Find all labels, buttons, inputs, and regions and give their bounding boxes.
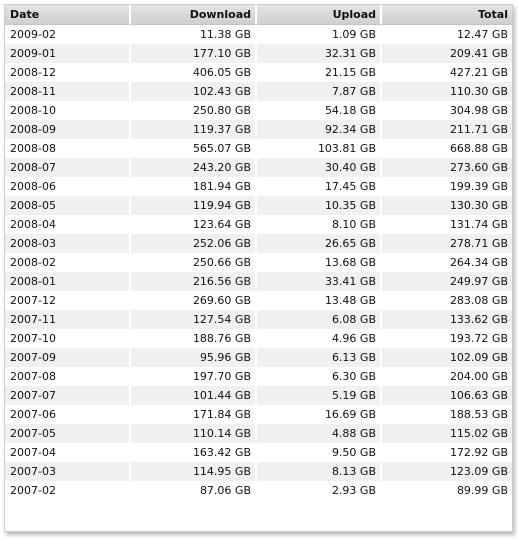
total-cell: 273.60 GB (382, 158, 512, 177)
table-row (5, 139, 512, 158)
download-cell: 11.38 GB (131, 25, 257, 44)
upload-cell: 6.30 GB (257, 367, 382, 386)
download-cell: 216.56 GB (131, 272, 257, 291)
total-cell: 283.08 GB (382, 291, 512, 310)
date-cell: 2008-01 (5, 272, 131, 291)
upload-cell: 26.65 GB (257, 234, 382, 253)
total-cell: 131.74 GB (382, 215, 512, 234)
total-cell: 193.72 GB (382, 329, 512, 348)
upload-cell: 4.96 GB (257, 329, 382, 348)
download-cell: 269.60 GB (131, 291, 257, 310)
traffic-table-panel (4, 4, 513, 532)
total-cell: 102.09 GB (382, 348, 512, 367)
upload-cell: 10.35 GB (257, 196, 382, 215)
table-row (5, 367, 512, 386)
upload-cell: 9.50 GB (257, 443, 382, 462)
table-row (5, 44, 512, 63)
total-cell: 12.47 GB (382, 25, 512, 44)
download-cell: 171.84 GB (131, 405, 257, 424)
date-cell: 2008-02 (5, 253, 131, 272)
download-cell: 101.44 GB (131, 386, 257, 405)
table-row (5, 82, 512, 101)
date-cell: 2007-07 (5, 386, 131, 405)
date-cell: 2008-07 (5, 158, 131, 177)
table-row (5, 63, 512, 82)
total-cell: 264.34 GB (382, 253, 512, 272)
upload-cell: 5.19 GB (257, 386, 382, 405)
download-cell: 119.37 GB (131, 120, 257, 139)
download-cell: 197.70 GB (131, 367, 257, 386)
table-row (5, 386, 512, 405)
download-cell: 565.07 GB (131, 139, 257, 158)
date-cell: 2007-11 (5, 310, 131, 329)
table-row (5, 234, 512, 253)
upload-cell: 8.10 GB (257, 215, 382, 234)
download-cell: 177.10 GB (131, 44, 257, 63)
upload-cell: 33.41 GB (257, 272, 382, 291)
date-cell: 2007-03 (5, 462, 131, 481)
table-row (5, 215, 512, 234)
table-row (5, 120, 512, 139)
table-row (5, 424, 512, 443)
date-cell: 2008-05 (5, 196, 131, 215)
download-cell: 406.05 GB (131, 63, 257, 82)
download-cell: 250.66 GB (131, 253, 257, 272)
table-row (5, 405, 512, 424)
download-cell: 114.95 GB (131, 462, 257, 481)
upload-cell: 30.40 GB (257, 158, 382, 177)
date-cell: 2007-12 (5, 291, 131, 310)
upload-cell: 17.45 GB (257, 177, 382, 196)
total-cell: 133.62 GB (382, 310, 512, 329)
total-cell: 427.21 GB (382, 63, 512, 82)
total-cell: 249.97 GB (382, 272, 512, 291)
table-row (5, 443, 512, 462)
date-cell: 2008-12 (5, 63, 131, 82)
download-cell: 95.96 GB (131, 348, 257, 367)
download-cell: 252.06 GB (131, 234, 257, 253)
upload-cell: 13.68 GB (257, 253, 382, 272)
total-cell: 123.09 GB (382, 462, 512, 481)
upload-cell: 1.09 GB (257, 25, 382, 44)
total-cell: 304.98 GB (382, 101, 512, 120)
total-cell: 130.30 GB (382, 196, 512, 215)
date-cell: 2008-03 (5, 234, 131, 253)
download-cell: 188.76 GB (131, 329, 257, 348)
table-body (5, 25, 512, 500)
column-header-date[interactable]: Date (5, 5, 131, 25)
date-cell: 2007-06 (5, 405, 131, 424)
upload-cell: 4.88 GB (257, 424, 382, 443)
upload-cell: 8.13 GB (257, 462, 382, 481)
total-cell: 106.63 GB (382, 386, 512, 405)
upload-cell: 16.69 GB (257, 405, 382, 424)
table-row (5, 25, 512, 44)
total-cell: 278.71 GB (382, 234, 512, 253)
date-cell: 2007-10 (5, 329, 131, 348)
total-cell: 668.88 GB (382, 139, 512, 158)
download-cell: 119.94 GB (131, 196, 257, 215)
total-cell: 110.30 GB (382, 82, 512, 101)
upload-cell: 103.81 GB (257, 139, 382, 158)
date-cell: 2007-08 (5, 367, 131, 386)
table-row (5, 158, 512, 177)
date-cell: 2008-06 (5, 177, 131, 196)
column-header-upload[interactable]: Upload (257, 5, 382, 25)
upload-cell: 13.48 GB (257, 291, 382, 310)
date-cell: 2007-02 (5, 481, 131, 500)
download-cell: 243.20 GB (131, 158, 257, 177)
upload-cell: 92.34 GB (257, 120, 382, 139)
total-cell: 188.53 GB (382, 405, 512, 424)
table-row (5, 481, 512, 500)
table-row (5, 462, 512, 481)
monthly-traffic-table (5, 5, 512, 500)
upload-cell: 32.31 GB (257, 44, 382, 63)
upload-cell: 21.15 GB (257, 63, 382, 82)
table-row (5, 291, 512, 310)
total-cell: 115.02 GB (382, 424, 512, 443)
date-cell: 2009-01 (5, 44, 131, 63)
download-cell: 127.54 GB (131, 310, 257, 329)
column-header-total[interactable]: Total (382, 5, 512, 25)
table-header-row (5, 5, 512, 25)
table-row (5, 196, 512, 215)
date-cell: 2008-08 (5, 139, 131, 158)
upload-cell: 6.08 GB (257, 310, 382, 329)
download-cell: 87.06 GB (131, 481, 257, 500)
table-row (5, 348, 512, 367)
download-cell: 163.42 GB (131, 443, 257, 462)
date-cell: 2008-09 (5, 120, 131, 139)
upload-cell: 7.87 GB (257, 82, 382, 101)
date-cell: 2008-11 (5, 82, 131, 101)
table-row (5, 253, 512, 272)
table-row (5, 272, 512, 291)
total-cell: 89.99 GB (382, 481, 512, 500)
total-cell: 204.00 GB (382, 367, 512, 386)
date-cell: 2007-04 (5, 443, 131, 462)
date-cell: 2007-09 (5, 348, 131, 367)
download-cell: 181.94 GB (131, 177, 257, 196)
total-cell: 199.39 GB (382, 177, 512, 196)
upload-cell: 2.93 GB (257, 481, 382, 500)
download-cell: 250.80 GB (131, 101, 257, 120)
table-row (5, 101, 512, 120)
download-cell: 102.43 GB (131, 82, 257, 101)
table-row (5, 310, 512, 329)
download-cell: 110.14 GB (131, 424, 257, 443)
date-cell: 2008-10 (5, 101, 131, 120)
date-cell: 2007-05 (5, 424, 131, 443)
download-cell: 123.64 GB (131, 215, 257, 234)
upload-cell: 6.13 GB (257, 348, 382, 367)
column-header-download[interactable]: Download (131, 5, 257, 25)
total-cell: 172.92 GB (382, 443, 512, 462)
table-row (5, 177, 512, 196)
upload-cell: 54.18 GB (257, 101, 382, 120)
table-row (5, 329, 512, 348)
total-cell: 211.71 GB (382, 120, 512, 139)
date-cell: 2008-04 (5, 215, 131, 234)
total-cell: 209.41 GB (382, 44, 512, 63)
date-cell: 2009-02 (5, 25, 131, 44)
